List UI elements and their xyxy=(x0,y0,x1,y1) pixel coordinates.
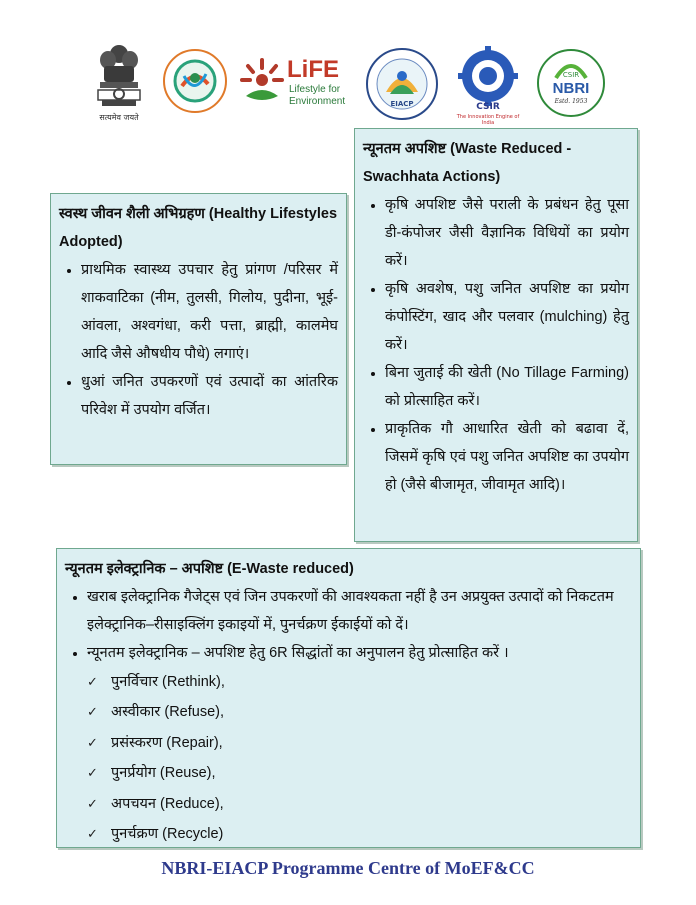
national-emblem-logo xyxy=(90,40,148,130)
six-r-checklist xyxy=(65,667,632,849)
csir-logo xyxy=(452,46,524,126)
list-item: • धुआं जनित उपकरणों एवं उत्पादों का आंतरिक परिवेश में उपयोग वर्जित। xyxy=(81,368,338,424)
checkmark-icon: ✓ xyxy=(87,734,98,750)
list-item: • खराब इलेक्ट्रानिक गैजेट्स एवं जिन उपकरणों की आवश्यकता नहीं है उन अप्रयुक्त उत्पादों को निकटतम इलेक्ट्रानिक–रीसाइक्लिंग इकाइयों में, पुनर्चक्रण ईकाईयों को दें। xyxy=(87,583,632,639)
checklist-label: पुनर्चक्रण (Recycle) xyxy=(111,826,224,843)
eiacp-label: EIACP xyxy=(390,100,414,108)
checklist-item xyxy=(87,728,632,758)
healthy-heading: स्वस्थ जीवन शैली अभिग्रहण (Healthy Lifestyles Adopted) xyxy=(59,206,338,250)
ewaste-list xyxy=(65,583,632,667)
checklist-item xyxy=(87,758,632,788)
lion-capital-icon xyxy=(90,40,148,110)
healthy-list xyxy=(59,256,338,424)
checkmark-icon: ✓ xyxy=(87,826,98,842)
list-item: • प्राकृतिक गौ आधारित खेती को बढावा दें, जिसमें कृषि एवं पशु जनित अपशिष्ट का उपयोग हो (जैसे बीजामृत, जीवामृत आदि)। xyxy=(385,415,629,499)
checklist-item xyxy=(87,697,632,727)
checklist-item xyxy=(87,819,632,849)
csir-gear-icon xyxy=(452,46,524,108)
list-item: • कृषि अवशेष, पशु जनित अपशिष्ट का प्रयोग कंपोस्टिंग, खाद और पलवार (mulching) हेतु करें। xyxy=(385,275,629,359)
ewaste-box xyxy=(56,548,641,848)
life-subtitle-2: Environment xyxy=(289,96,346,107)
list-item: • न्यूनतम इलेक्ट्रानिक – अपशिष्ट हेतु 6R सिद्धांतों का अनुपालन हेतु प्रोत्साहित करें । xyxy=(87,639,632,667)
checkmark-icon: ✓ xyxy=(87,704,98,720)
eiacp-logo xyxy=(364,46,440,122)
csir-label: CSIR xyxy=(476,102,500,112)
waste-reduced-box xyxy=(354,128,638,542)
life-title: LiFE xyxy=(287,56,339,83)
logo-row xyxy=(90,40,610,130)
earth-circle-icon xyxy=(162,48,228,114)
checklist-label: अपचयन (Reduce), xyxy=(111,795,224,812)
checklist-label: अस्वीकार (Refuse), xyxy=(111,704,225,721)
healthy-lifestyle-box xyxy=(50,193,347,465)
nbri-logo xyxy=(536,48,606,118)
checkmark-icon: ✓ xyxy=(87,674,98,689)
nbri-estd: Estd. 1953 xyxy=(554,98,588,105)
list-item: • प्राथमिक स्वास्थ्य उपचार हेतु प्रांगण /परिसर में शाकवाटिका (नीम, तुलसी, गिलोय, पुदीना, भूई-आंवला, अश्वगंधा, करी पत्ता, ब्राह्मी, कालमेघ आदि जैसे औषधीय पौधे) लगाएं। xyxy=(81,256,338,368)
nbri-csir-label: CSIR xyxy=(562,71,580,79)
waste-heading: न्यूनतम अपशिष्ट (Waste Reduced - Swachhata Actions) xyxy=(363,141,572,185)
checklist-label: प्रसंस्करण (Repair), xyxy=(111,734,223,751)
checkmark-icon: ✓ xyxy=(87,795,98,811)
eiacp-circle-icon xyxy=(364,46,440,122)
csir-tagline: The Innovation Engine of India xyxy=(456,114,520,126)
list-item: • कृषि अपशिष्ट जैसे पराली के प्रबंधन हेतु पूसा डी-कंपोजर जैसी वैज्ञानिक विधियों का प्रयोग करें। xyxy=(385,191,629,275)
nbri-label: NBRI xyxy=(552,80,590,97)
sun-leaf-icon xyxy=(240,56,284,106)
checklist-item xyxy=(87,667,632,697)
emblem-caption: सत्यमेव जयते xyxy=(99,113,139,122)
checklist-label: पुनर्प्रयोग (Reuse), xyxy=(111,765,216,782)
checklist-label: पुनर्विचार (Rethink), xyxy=(111,674,225,690)
list-item: • बिना जुताई की खेती (No Tillage Farming) को प्रोत्साहित करें। xyxy=(385,359,629,415)
checkmark-icon: ✓ xyxy=(87,765,98,781)
life-subtitle-1: Lifestyle for xyxy=(289,84,341,95)
mission-logo xyxy=(162,48,228,114)
waste-list xyxy=(363,191,629,499)
ewaste-heading: न्यूनतम इलेक्ट्रानिक – अपशिष्ट (E-Waste reduced) xyxy=(65,561,354,577)
footer-title: NBRI-EIACP Programme Centre of MoEF&CC xyxy=(161,858,535,878)
life-logo xyxy=(240,54,355,114)
checklist-item xyxy=(87,789,632,819)
